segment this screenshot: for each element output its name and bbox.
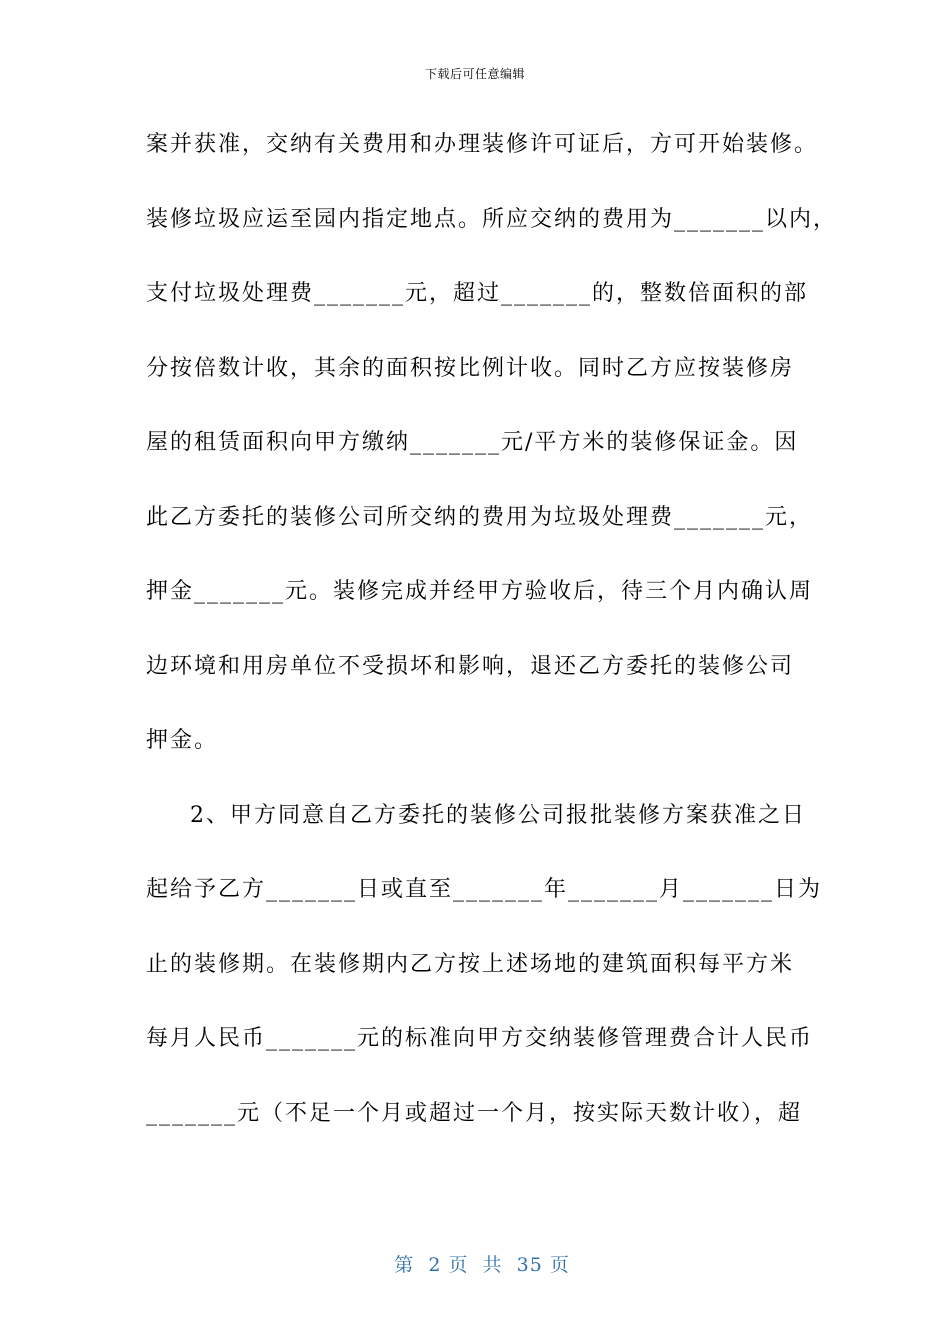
paragraph-start-line: 2、甲方同意自乙方委托的装修公司报批装修方案获准之日 <box>190 802 806 828</box>
header-note: 下载后可任意编辑 <box>424 67 525 81</box>
text-line: 支付垃圾处理费_______元，超过_______的，整数倍面积的部 <box>146 281 809 306</box>
page-number: 第 2 页 共 35 页 <box>394 1254 570 1276</box>
page-footer <box>0 1226 950 1278</box>
text-line: 分按倍数计收，其余的面积按比例计收。同时乙方应按装修房 <box>146 355 795 381</box>
page-header <box>0 66 950 82</box>
text-line: 起给予乙方_______日或直至_______年_______月_______日为 <box>146 877 823 902</box>
text-line: 装修垃圾应运至园内指定地点。所应交纳的费用为_______以内， <box>146 206 838 232</box>
text-line: 此乙方委托的装修公司所交纳的费用为垃圾处理费_______元， <box>146 504 814 530</box>
text-line: 止的装修期。在装修期内乙方按上述场地的建筑面积每平方米 <box>146 951 795 977</box>
text-line: _______元（不足一个月或超过一个月，按实际天数计收），超 <box>146 1100 803 1126</box>
text-line: 押金_______元。装修完成并经甲方验收后，待三个月内确认周 <box>146 579 814 604</box>
document-body <box>146 126 838 1169</box>
text-line: 押金。 <box>146 728 219 753</box>
text-line: 屋的租赁面积向甲方缴纳_______元/平方米的装修保证金。因 <box>146 430 799 455</box>
text-line: 案并获准，交纳有关费用和办理装修许可证后，方可开始装修。 <box>146 132 819 157</box>
text-line: 边环境和用房单位不受损坏和影响，退还乙方委托的装修公司 <box>146 653 795 679</box>
text-line: 每月人民币_______元的标准向甲方交纳装修管理费合计人民币 <box>146 1026 814 1051</box>
